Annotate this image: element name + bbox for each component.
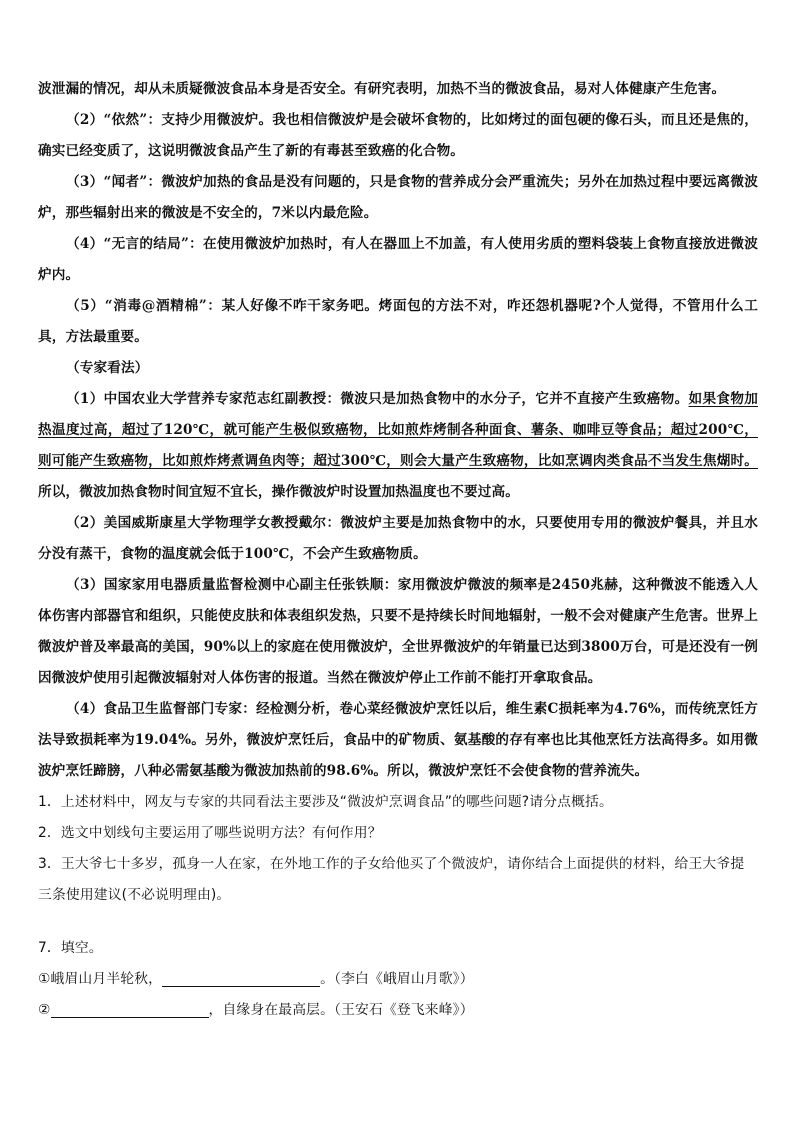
expert-view-4: （4）食品卫生监督部门专家：经检测分析，卷心菜经微波炉烹饪以后，维生素C损耗率为4.76%，而传统烹饪方法导致损耗率为19.04%。另外，微波炉烹饪后，食品中的矿物质、氨基酸的存有率也比其他烹饪方法高得多。如用微波炉烹饪蹄膀，八种必需氨基酸为微波加热前的98.6%。所以，微波炉烹饪不会使食物的营养流失。 bbox=[38, 701, 758, 779]
section-gap bbox=[38, 911, 758, 933]
fill-line-1-after: 。（李白《峨眉山月歌》） bbox=[320, 971, 474, 987]
fill-heading: 7．填空。 bbox=[38, 940, 103, 956]
expert-view-3: （3）国家家用电器质量监督检测中心副主任张铁顺：家用微波炉微波的频率是2450兆赫，这种微波不能透入人体伤害内部器官和组织，只能使皮肤和体表组织发热，只要不是持续长时间地辐射，一般不会对健康产生危害。世界上微波炉普及率最高的美国，90%以上的家庭在使用微波炉，全世界微波炉的年销量已达到3800万台，可是还没有一例因微波炉使用引起微波辐射对人体伤害的报道。当然在微波炉停止工作前不能打开拿取食品。 bbox=[38, 577, 758, 686]
question-3: 3．王大爷七十多岁，孤身一人在家，在外地工作的子女给他买了个微波炉，请你结合上面提供的材料，给王大爷提三条使用建议(不必说明理由)。 bbox=[38, 856, 745, 903]
fill-line-1 bbox=[38, 964, 758, 995]
fill-line-2-marker: ② bbox=[38, 1002, 51, 1018]
fill-line-1-marker: ① bbox=[38, 971, 51, 987]
expert-heading: （专家看法） bbox=[66, 360, 149, 376]
netizen-comment-4: （4）“无言的结局”：在使用微波炉加热时，有人在器皿上不加盖，有人使用劣质的塑料袋装上食物直接放进微波炉内。 bbox=[38, 236, 758, 283]
expert-view-1-tail: 所以，微波加热食物时间宜短不宜长，操作微波炉时设置加热温度也不要过高。 bbox=[38, 484, 520, 500]
question-1: 1．上述材料中，网友与专家的共同看法主要涉及“微波炉烹调食品”的哪些问题?请分点概括。 bbox=[38, 794, 613, 810]
passage-intro-tail: 波泄漏的情况，却从未质疑微波食品本身是否安全。有研究表明，加热不当的微波食品，易对人体健康产生危害。 bbox=[38, 81, 726, 97]
expert-view-1-lead: （1）中国农业大学营养专家范志红副教授：微波只是加热食物中的水分子，它并不直接产生致癌物。 bbox=[66, 391, 689, 407]
netizen-comment-5: （5）“消毒@酒精棉”：某人好像不咋干家务吧。烤面包的方法不对，咋还怨机器呢?个人觉得，不管用什么工具，方法最重要。 bbox=[38, 298, 758, 345]
question-2: 2．选文中划线句主要运用了哪些说明方法？有何作用？ bbox=[38, 825, 382, 841]
fill-line-2 bbox=[38, 995, 758, 1026]
answer-blank-2[interactable] bbox=[51, 999, 209, 1018]
netizen-comment-3: （3）“闻者”：微波炉加热的食品是没有问题的，只是食物的营养成分会严重流失；另外在加热过程中要远离微波炉，那些辐射出来的微波是不安全的，7米以内最危险。 bbox=[38, 174, 758, 221]
fill-line-1-before: 峨眉山月半轮秋， bbox=[50, 971, 163, 987]
answer-blank-1[interactable] bbox=[162, 968, 320, 987]
expert-view-2: （2）美国威斯康星大学物理学女教授戴尔：微波炉主要是加热食物中的水，只要使用专用的微波炉餐具，并且水分没有蒸干，食物的温度就会低于100℃，不会产生致癌物质。 bbox=[38, 515, 758, 562]
underlined-sentence: 如果食物加热温度过高，超过了120℃，就可能产生极似致癌物，比如煎炸烤制各种面食、薯条、咖啡豆等食品；超过200℃，则可能产生致癌物，比如煎炸烤煮调鱼肉等；超过300℃，则会大量产生致癌物，比如烹调肉类食品不当发生焦煳时。 bbox=[38, 391, 758, 469]
netizen-comment-2: （2）“依然”：支持少用微波炉。我也相信微波炉是会破坏食物的，比如烤过的面包硬的像石头，而且还是焦的，确实已经变质了，这说明微波食品产生了新的有毒甚至致癌的化合物。 bbox=[38, 112, 758, 159]
fill-line-2-after: ，自缘身在最高层。（王安石《登飞来峰》） bbox=[208, 1002, 474, 1018]
expert-view-1 bbox=[38, 384, 758, 508]
